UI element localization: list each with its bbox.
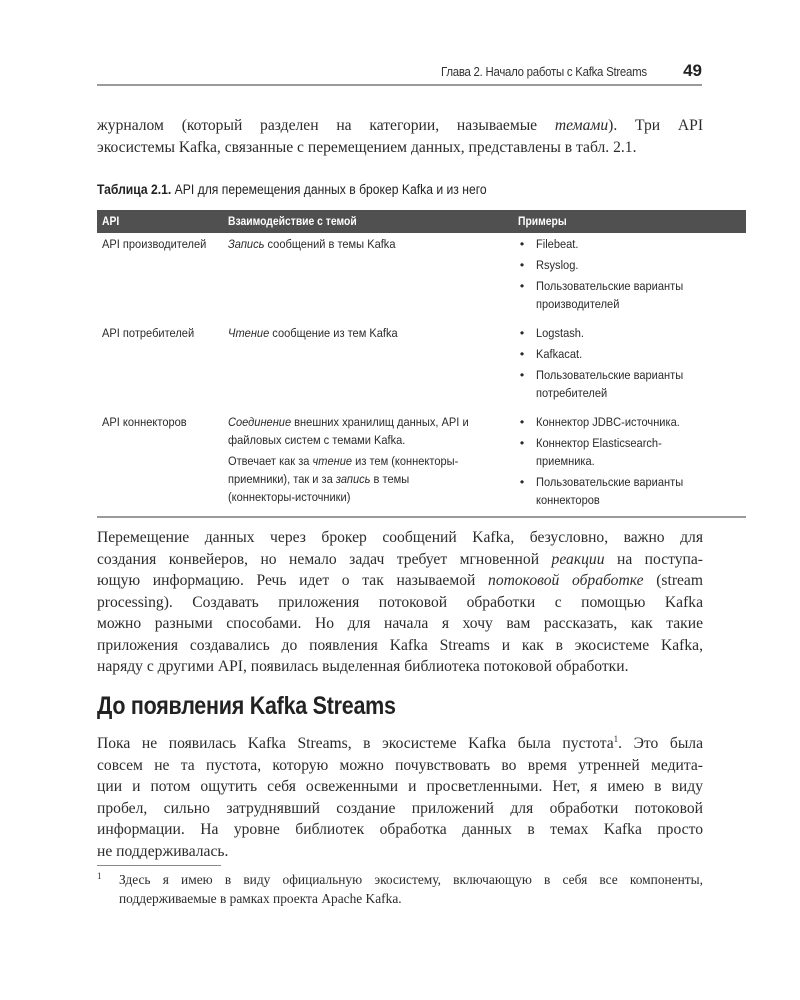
table-header-row [97,210,746,233]
footnote-divider [97,865,221,866]
text-line: информации. На уровне библиотек обработка данных в темах Kafka просто [97,821,703,838]
cell-interaction: Чтение сообщение из тем Kafka [227,326,398,340]
cell-api: API производителей [102,237,207,251]
footnote-reference[interactable]: 1 [613,733,619,744]
cell-interaction: Соединение внешних хранилищ данных, API и файловых систем с темами Kafka. Отвечает как за чтение из тем (коннекторы-приемники), так и за запись в темы (коннекторы-источники) [223,411,513,517]
text-line: ющую информацию. Речь идет о так называемой потоковой обработке (stream [97,572,703,589]
text-line [97,115,703,137]
emphasis: Чтение [227,326,270,340]
cell-api: API потребителей [102,326,195,340]
footnote [97,870,703,908]
list-item: • Пользовательские варианты производителей [518,277,741,313]
text-line: пробел, сильно затруднявший создание приложений для обработки потоковой [97,799,703,817]
list-item: • Пользовательские варианты потребителей [518,366,741,402]
chapter-title: Глава 2. Начало работы с Kafka Streams [441,64,647,79]
section-heading: До появления Kafka Streams [97,692,396,720]
examples-list [518,413,741,509]
text-line: создания конвейеров, но немало задач требует мгновенной реакции на поступа- [97,550,704,568]
table-caption-label: Таблица 2.1. [97,182,172,197]
emphasis: запись [335,472,371,486]
text-line: Перемещение данных через брокер сообщений Kafka, безусловно, важно для [97,529,703,546]
footnote-mark: 1 [97,871,102,881]
emphasis: Соединение [227,415,292,429]
examples-list [518,324,741,402]
api-table [97,210,746,518]
emphasis: Запись [227,237,265,251]
table-row [97,322,746,411]
emphasis: потоковой обработке [488,572,644,589]
text-line: совсем не та пустота, которую можно почувствовать во время утренней медита- [97,756,703,774]
emphasis: чтение [312,454,352,468]
emphasis: реакции [551,550,605,568]
list-item: • Коннектор Elasticsearch-приемника. [518,434,741,470]
text-line: наряду с другими API, появилась выделенная библиотека потоковой обработки. [97,658,629,675]
cell-api: API коннекторов [97,411,223,517]
table-row [97,411,746,517]
cell-examples [513,322,746,411]
cell-interaction: Запись сообщений в темы Kafka [227,237,396,251]
text-line: приложения создавались до появления Kafka Streams и как в экосистеме Kafka, [97,636,703,654]
list-item: • Коннектор JDBC-источника. [518,413,741,431]
examples-list [518,235,741,313]
text-line: Пока не появилась Kafka Streams, в экосистеме Kafka была пустота$^1$. Это была [97,733,703,752]
emphasis: темами [554,117,609,134]
text-line: ции и потом ощутить себя освеженными и просветленными. Нет, я имею в виду [97,778,703,795]
list-item: • Filebeat. [518,235,741,253]
cell-examples [513,233,746,322]
header-api: API [97,210,223,233]
text-line: processing). Создавать приложения потоковой обработки с помощью Kafka [97,593,703,611]
text-line: поддерживаемые в рамках проекта Apache Kafka. [119,891,402,906]
list-item: • Logstash. [518,324,741,342]
cell-examples [513,411,746,517]
table-caption [97,182,642,197]
page-number: 49 [683,61,702,80]
intro-paragraph [97,115,703,158]
body-paragraph [97,733,703,862]
table-row [97,233,746,322]
header-interaction: Взаимодействие с темой [223,210,513,233]
running-header [97,62,702,86]
text-span: ). Три API [608,117,704,134]
text-line: Здесь я имею в виду официальную экосистему, включающую в себя все компоненты, [119,872,703,887]
list-item: • Rsyslog. [518,256,741,274]
header-examples: Примеры [513,210,746,233]
body-paragraph [97,527,703,678]
text-line: не поддерживалась. [97,842,229,860]
text-line: экосистемы Kafka, связанные с перемещением данных, представлены в табл. 2.1. [97,138,637,156]
list-item: • Kafkacat. [518,345,741,363]
text-span: журналом (который разделен на категории, называемые [97,117,555,134]
list-item: • Пользовательские варианты коннекторов [518,473,741,509]
table-caption-text: API для перемещения данных в брокер Kafka и из него [171,182,487,197]
text-line: можно разными способами. Но для начала я хочу вам рассказать, как такие [97,615,703,632]
